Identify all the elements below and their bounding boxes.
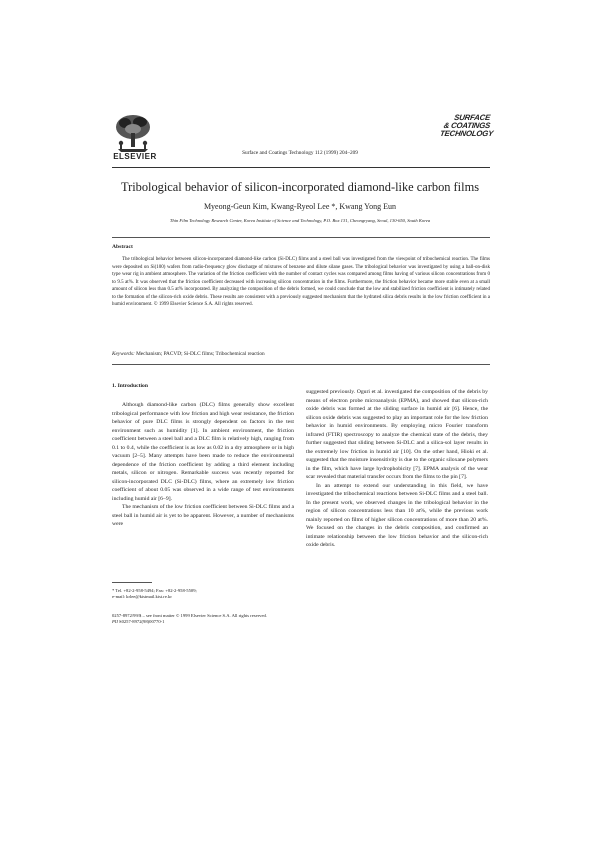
abstract-bottom-divider: [112, 364, 490, 365]
pii-value: S0257-8972(98)00770-1: [119, 619, 165, 625]
header-divider: [112, 167, 490, 168]
journal-logo: [439, 113, 494, 138]
abstract-top-divider: [112, 237, 490, 238]
right-column: [306, 388, 488, 550]
keywords-label: Keywords:: [112, 351, 135, 357]
paragraph: suggested previously. Oguri et al. investigated the composition of the debris by means of electron probe microanalysis (EPMA), and showed that silicon-rich oxide debris was formed at the sliding surface in humid air [6]. Hence, the silicon oxide debris was suggested to play an important role for the low friction behavior in humid environments. By employing micro Fourier transform infrared (FTIR) spectroscopy to analyze the chemical state of the debris, they further suggested that sliding between Si-DLC and a silica-sol layer results in the extremely low friction in humid air [10]. On the other hand, Hioki et al. suggested that the moisture insensitivity is due to the organic siloxane polymers in the film, which have large hydrophobicity [7]. EPMA analysis of the wear scar revealed that material transfer occurs from the films to the pin [7].: [306, 389, 488, 480]
journal-citation: Surface and Coatings Technology 112 (1999) 204–209: [242, 150, 358, 156]
pii-line: [112, 619, 362, 625]
journal-logo-line: TECHNOLOGY: [439, 129, 494, 138]
publisher-name: ELSEVIER: [113, 152, 157, 161]
issn-line: 0257-8972/99/$ – see front matter © 1999 Elsevier Science S.A. All rights reserved.: [112, 613, 267, 618]
left-column: [112, 401, 294, 529]
issn-block: [112, 613, 362, 626]
author-affiliation: Thin Film Technology Research Center, Korea Institute of Science and Technology, P.O. Box 131, Cheongryang, Seoul, 130-650, South Korea: [169, 218, 431, 223]
abstract-heading: Abstract: [112, 244, 133, 250]
section-heading: 1. Introduction: [112, 383, 148, 389]
journal-logo-line: & COATINGS: [443, 121, 491, 130]
abstract-text: The tribological behavior between silicon-incorporated diamond-like carbon (Si-DLC) films and a steel ball was investigated from the viewpoint of tribochemical reaction. The films were deposited on Si(100) wafers from radio-frequency glow discharge of mixtures of benzene and dilute silane gases. The tribological behavior was investigated by using a ball-on-disk type wear rig in ambient atmosphere. The variation of the friction coefficient with the number of contact cycles was compared among films having of various silicon concentrations from 0 to 9.5 at%. It was observed that the friction coefficient decreased with increasing silicon concentration in the films. Furthermore, the friction behavior became more stable even at a small amount of silicon less than 0.5 at% incorporated. By analyzing the composition of the debris formed, we could conclude that the low and stabilized friction coefficient is intimately related to the formation of the silicon-rich oxide debris. These results are consistent with a previously suggested mechanism that the hydrated silica debris results in the low friction coefficient in a humid environment. © 1999 Elsevier Science S.A. All rights reserved.: [112, 257, 490, 307]
paragraph: Although diamond-like carbon (DLC) films generally show excellent tribological performance with low friction and high wear resistance, the friction behavior of pure DLC films is strongly dependent on factors in the test environment such as humidity [1]. In ambient environment, the friction coefficient between a steel ball and a DLC film is relatively high, ranging from 0.1 to 0.4, while the coefficient is as low as 0.02 in a dry atmosphere or in high vacuum [2–5]. Many attempts have been made to reduce the environmental dependence of the friction coefficient by adding a third element including metals, silicon or nitrogen. Remarkable success was recently reported for silicon-incorporated DLC (Si-DLC) films, where an extremely low friction coefficient of about 0.05 was observed in a wide range of test environments including humid air [6–9].: [112, 402, 294, 502]
article-title: Tribological behavior of silicon-incorporated diamond-like carbon films: [120, 180, 480, 194]
paragraph: In an attempt to extend our understanding in this field, we have investigated the tribochemical reactions between Si-DLC films and a steel ball. In the present work, we observed changes in the tribological behavior in the region of silicon concentrations less than 10 at%, while the previous work mainly reported on films of higher silicon concentrations of more than 20 at%. We focused on the changes in the debris composition, and confirmed an intimate relationship between the low friction behavior and the silicon-rich oxide debris.: [306, 482, 488, 548]
pii-label: PII: [112, 619, 118, 625]
footnote-contact: * Tel. +82-2-958-5494; Fax: +82-2-958-5509;: [112, 588, 197, 593]
article-authors: Myeong-Geun Kim, Kwang-Ryeol Lee *, Kwang Yong Eun: [203, 202, 397, 211]
keywords: [112, 351, 490, 357]
corresponding-author-footnote: [112, 588, 312, 601]
paragraph: The mechanism of the low friction coefficient between Si-DLC films and a steel ball in humid air is yet to be apparent. However, a number of mechanisms were: [112, 504, 294, 527]
footnote-divider: [112, 582, 152, 583]
journal-logo-line: SURFACE: [453, 113, 491, 122]
keywords-list: Mechanism; PACVD; Si-DLC films; Tribochemical reaction: [136, 351, 265, 357]
footnote-email: e-mail: krlee@kistmail.kist.re.kr: [112, 594, 172, 600]
